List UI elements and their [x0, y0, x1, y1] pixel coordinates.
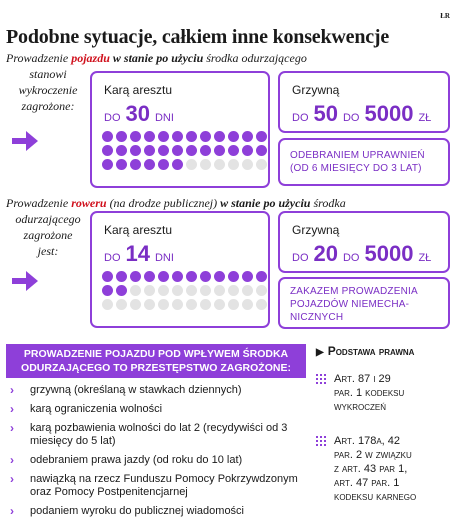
- bike-extra-box: [278, 277, 450, 329]
- arrest-day-dot-filled: [200, 145, 211, 156]
- arrest-day-dot-filled: [116, 271, 127, 282]
- arrest-day-dot-filled: [228, 145, 239, 156]
- arrest-day-dot-filled: [102, 159, 113, 170]
- arrest-day-dot-empty: [186, 285, 197, 296]
- arrest-day-dot-empty: [214, 299, 225, 310]
- arrow-right-icon: [12, 130, 38, 152]
- grid-icon: [316, 436, 326, 446]
- arrest-day-dot-filled: [102, 131, 113, 142]
- car-extra-box: [278, 138, 450, 186]
- arrest-day-dot-filled: [186, 131, 197, 142]
- arrest-day-dot-empty: [130, 299, 141, 310]
- legal-basis-criminal-code: Art. 178a, 42 par. 2 w związku z art. 43 par 1, art. 47 par. 1 kodeksu karnego: [316, 434, 456, 504]
- arrest-day-dot-empty: [242, 299, 253, 310]
- arrest-day-dot-empty: [130, 285, 141, 296]
- arrest-day-dot-empty: [172, 285, 183, 296]
- arrest-day-dot-filled: [228, 131, 239, 142]
- arrest-day-dot-filled: [256, 131, 267, 142]
- arrest-day-dot-filled: [158, 131, 169, 142]
- arrest-day-dot-filled: [158, 159, 169, 170]
- chevron-right-icon: ›: [10, 383, 14, 397]
- arrest-day-dot-empty: [200, 285, 211, 296]
- arrest-day-dot-filled: [242, 145, 253, 156]
- arrest-day-dot-empty: [242, 285, 253, 296]
- car-extra-text: ODEBRANIEM UPRAWNIEŃ (OD 6 MIESIĘCY DO 3 LAT): [290, 150, 425, 174]
- arrest-day-dot-filled: [200, 271, 211, 282]
- bike-fine-amount: DO 20 DO 5000 ZŁ: [292, 241, 432, 266]
- arrest-day-dot-filled: [242, 271, 253, 282]
- list-item: › odebraniem prawa jazdy (od roku do 10 lat): [10, 453, 243, 467]
- arrest-day-dot-empty: [256, 159, 267, 170]
- list-item: › grzywną (określaną w stawkach dziennych): [10, 383, 242, 397]
- arrest-day-dot-filled: [172, 271, 183, 282]
- car-arrest-days-grid: [102, 131, 267, 170]
- list-item: › karą ograniczenia wolności: [10, 402, 163, 416]
- bike-fine-box: [278, 211, 450, 273]
- list-item: › podaniem wyroku do publicznej wiadomości: [10, 504, 245, 518]
- arrest-day-dot-filled: [144, 145, 155, 156]
- arrest-day-dot-filled: [214, 131, 225, 142]
- car-fine-amount: DO 50 DO 5000 ZŁ: [292, 101, 432, 126]
- bike-extra-text: ZAKAZEM PROWADZENIA POJAZDÓW NIEMECHA- NICZNYCH: [290, 286, 418, 323]
- arrest-day-dot-empty: [102, 299, 113, 310]
- arrest-day-dot-filled: [102, 285, 113, 296]
- bike-intro: Prowadzenie roweru (na drodze publicznej) w stanie po użyciu środka: [6, 196, 346, 210]
- arrest-day-dot-filled: [172, 145, 183, 156]
- arrest-day-dot-empty: [200, 159, 211, 170]
- arrest-day-dot-empty: [158, 299, 169, 310]
- arrest-day-dot-empty: [228, 285, 239, 296]
- arrest-day-dot-filled: [130, 271, 141, 282]
- arrest-day-dot-filled: [242, 131, 253, 142]
- arrest-day-dot-filled: [158, 271, 169, 282]
- arrest-day-dot-empty: [214, 285, 225, 296]
- arrest-day-dot-filled: [172, 131, 183, 142]
- arrest-day-dot-filled: [256, 145, 267, 156]
- arrest-day-dot-filled: [186, 271, 197, 282]
- arrest-day-dot-filled: [144, 159, 155, 170]
- legal-basis-offences: Art. 87 i 29 par. 1 kodeksu wykroczeń: [316, 372, 456, 414]
- arrest-day-dot-filled: [130, 159, 141, 170]
- arrest-day-dot-filled: [144, 131, 155, 142]
- arrest-day-dot-empty: [172, 299, 183, 310]
- arrest-day-dot-empty: [158, 285, 169, 296]
- legal-basis-heading: ▶ Podstawa prawna: [316, 344, 415, 358]
- arrest-day-dot-empty: [228, 159, 239, 170]
- arrest-day-dot-filled: [172, 159, 183, 170]
- publisher-logo: ŁR: [440, 12, 450, 20]
- arrest-day-dot-empty: [228, 299, 239, 310]
- arrest-day-dot-empty: [144, 299, 155, 310]
- arrest-day-dot-filled: [214, 145, 225, 156]
- arrow-right-icon: [12, 270, 38, 292]
- arrest-day-dot-filled: [186, 145, 197, 156]
- car-arrest-amount: DO 30 DNI: [104, 101, 174, 126]
- bike-arrest-amount: DO 14 DNI: [104, 241, 174, 266]
- car-intro: Prowadzenie pojazdu w stanie po użyciu środka odurzającego: [6, 51, 307, 65]
- arrest-day-dot-filled: [102, 145, 113, 156]
- list-item: › nawiązką na rzecz Funduszu Pomocy Pokrzywdzonym oraz Pomocy Postpenitencjarnej: [10, 472, 298, 498]
- list-item: › karą pozbawienia wolności do lat 2 (recydywiści od 3 miesięcy do 5 lat): [10, 421, 288, 447]
- chevron-right-icon: ›: [10, 453, 14, 467]
- arrest-day-dot-empty: [200, 299, 211, 310]
- bike-arrest-box: [90, 211, 270, 328]
- arrest-day-dot-empty: [242, 159, 253, 170]
- chevron-right-icon: ›: [10, 504, 14, 518]
- arrest-day-dot-filled: [116, 285, 127, 296]
- arrest-day-dot-filled: [116, 145, 127, 156]
- car-fine-box: [278, 71, 450, 133]
- car-arrest-label: Karą aresztu: [104, 83, 173, 97]
- arrest-day-dot-filled: [130, 145, 141, 156]
- arrest-day-dot-empty: [116, 299, 127, 310]
- arrest-day-dot-empty: [256, 299, 267, 310]
- arrest-day-dot-filled: [256, 271, 267, 282]
- chevron-right-icon: ›: [10, 421, 14, 435]
- arrest-day-dot-filled: [228, 271, 239, 282]
- bike-intro-lines: odurzającego zagrożone jest:: [15, 212, 81, 258]
- arrest-day-dot-empty: [144, 285, 155, 296]
- arrest-day-dot-filled: [144, 271, 155, 282]
- arrest-day-dot-filled: [158, 145, 169, 156]
- arrest-day-dot-filled: [116, 131, 127, 142]
- arrest-day-dot-filled: [130, 131, 141, 142]
- bike-fine-label: Grzywną: [292, 223, 340, 237]
- bike-arrest-label: Karą aresztu: [104, 223, 173, 237]
- arrest-day-dot-filled: [200, 131, 211, 142]
- car-fine-label: Grzywną: [292, 83, 340, 97]
- chevron-right-icon: ›: [10, 472, 14, 486]
- bike-arrest-days-grid: [102, 271, 267, 310]
- crime-heading: PROWADZENIE POJAZDU POD WPŁYWEM ŚRODKA ODURZAJĄCEGO TO PRZESTĘPSTWO ZAGROŻONE:: [6, 344, 306, 378]
- arrest-day-dot-empty: [214, 159, 225, 170]
- arrest-day-dot-empty: [256, 285, 267, 296]
- arrest-day-dot-filled: [214, 271, 225, 282]
- page-title: Podobne sytuacje, całkiem inne konsekwencje: [6, 26, 390, 48]
- arrest-day-dot-filled: [116, 159, 127, 170]
- arrest-day-dot-empty: [186, 299, 197, 310]
- triangle-right-icon: ▶: [316, 347, 324, 358]
- crime-penalty-list: [8, 384, 308, 524]
- arrest-day-dot-filled: [102, 271, 113, 282]
- grid-icon: [316, 374, 326, 384]
- car-arrest-box: [90, 71, 270, 188]
- car-intro-lines: stanowi wykroczenie zagrożone:: [18, 67, 78, 113]
- arrest-day-dot-empty: [186, 159, 197, 170]
- chevron-right-icon: ›: [10, 402, 14, 416]
